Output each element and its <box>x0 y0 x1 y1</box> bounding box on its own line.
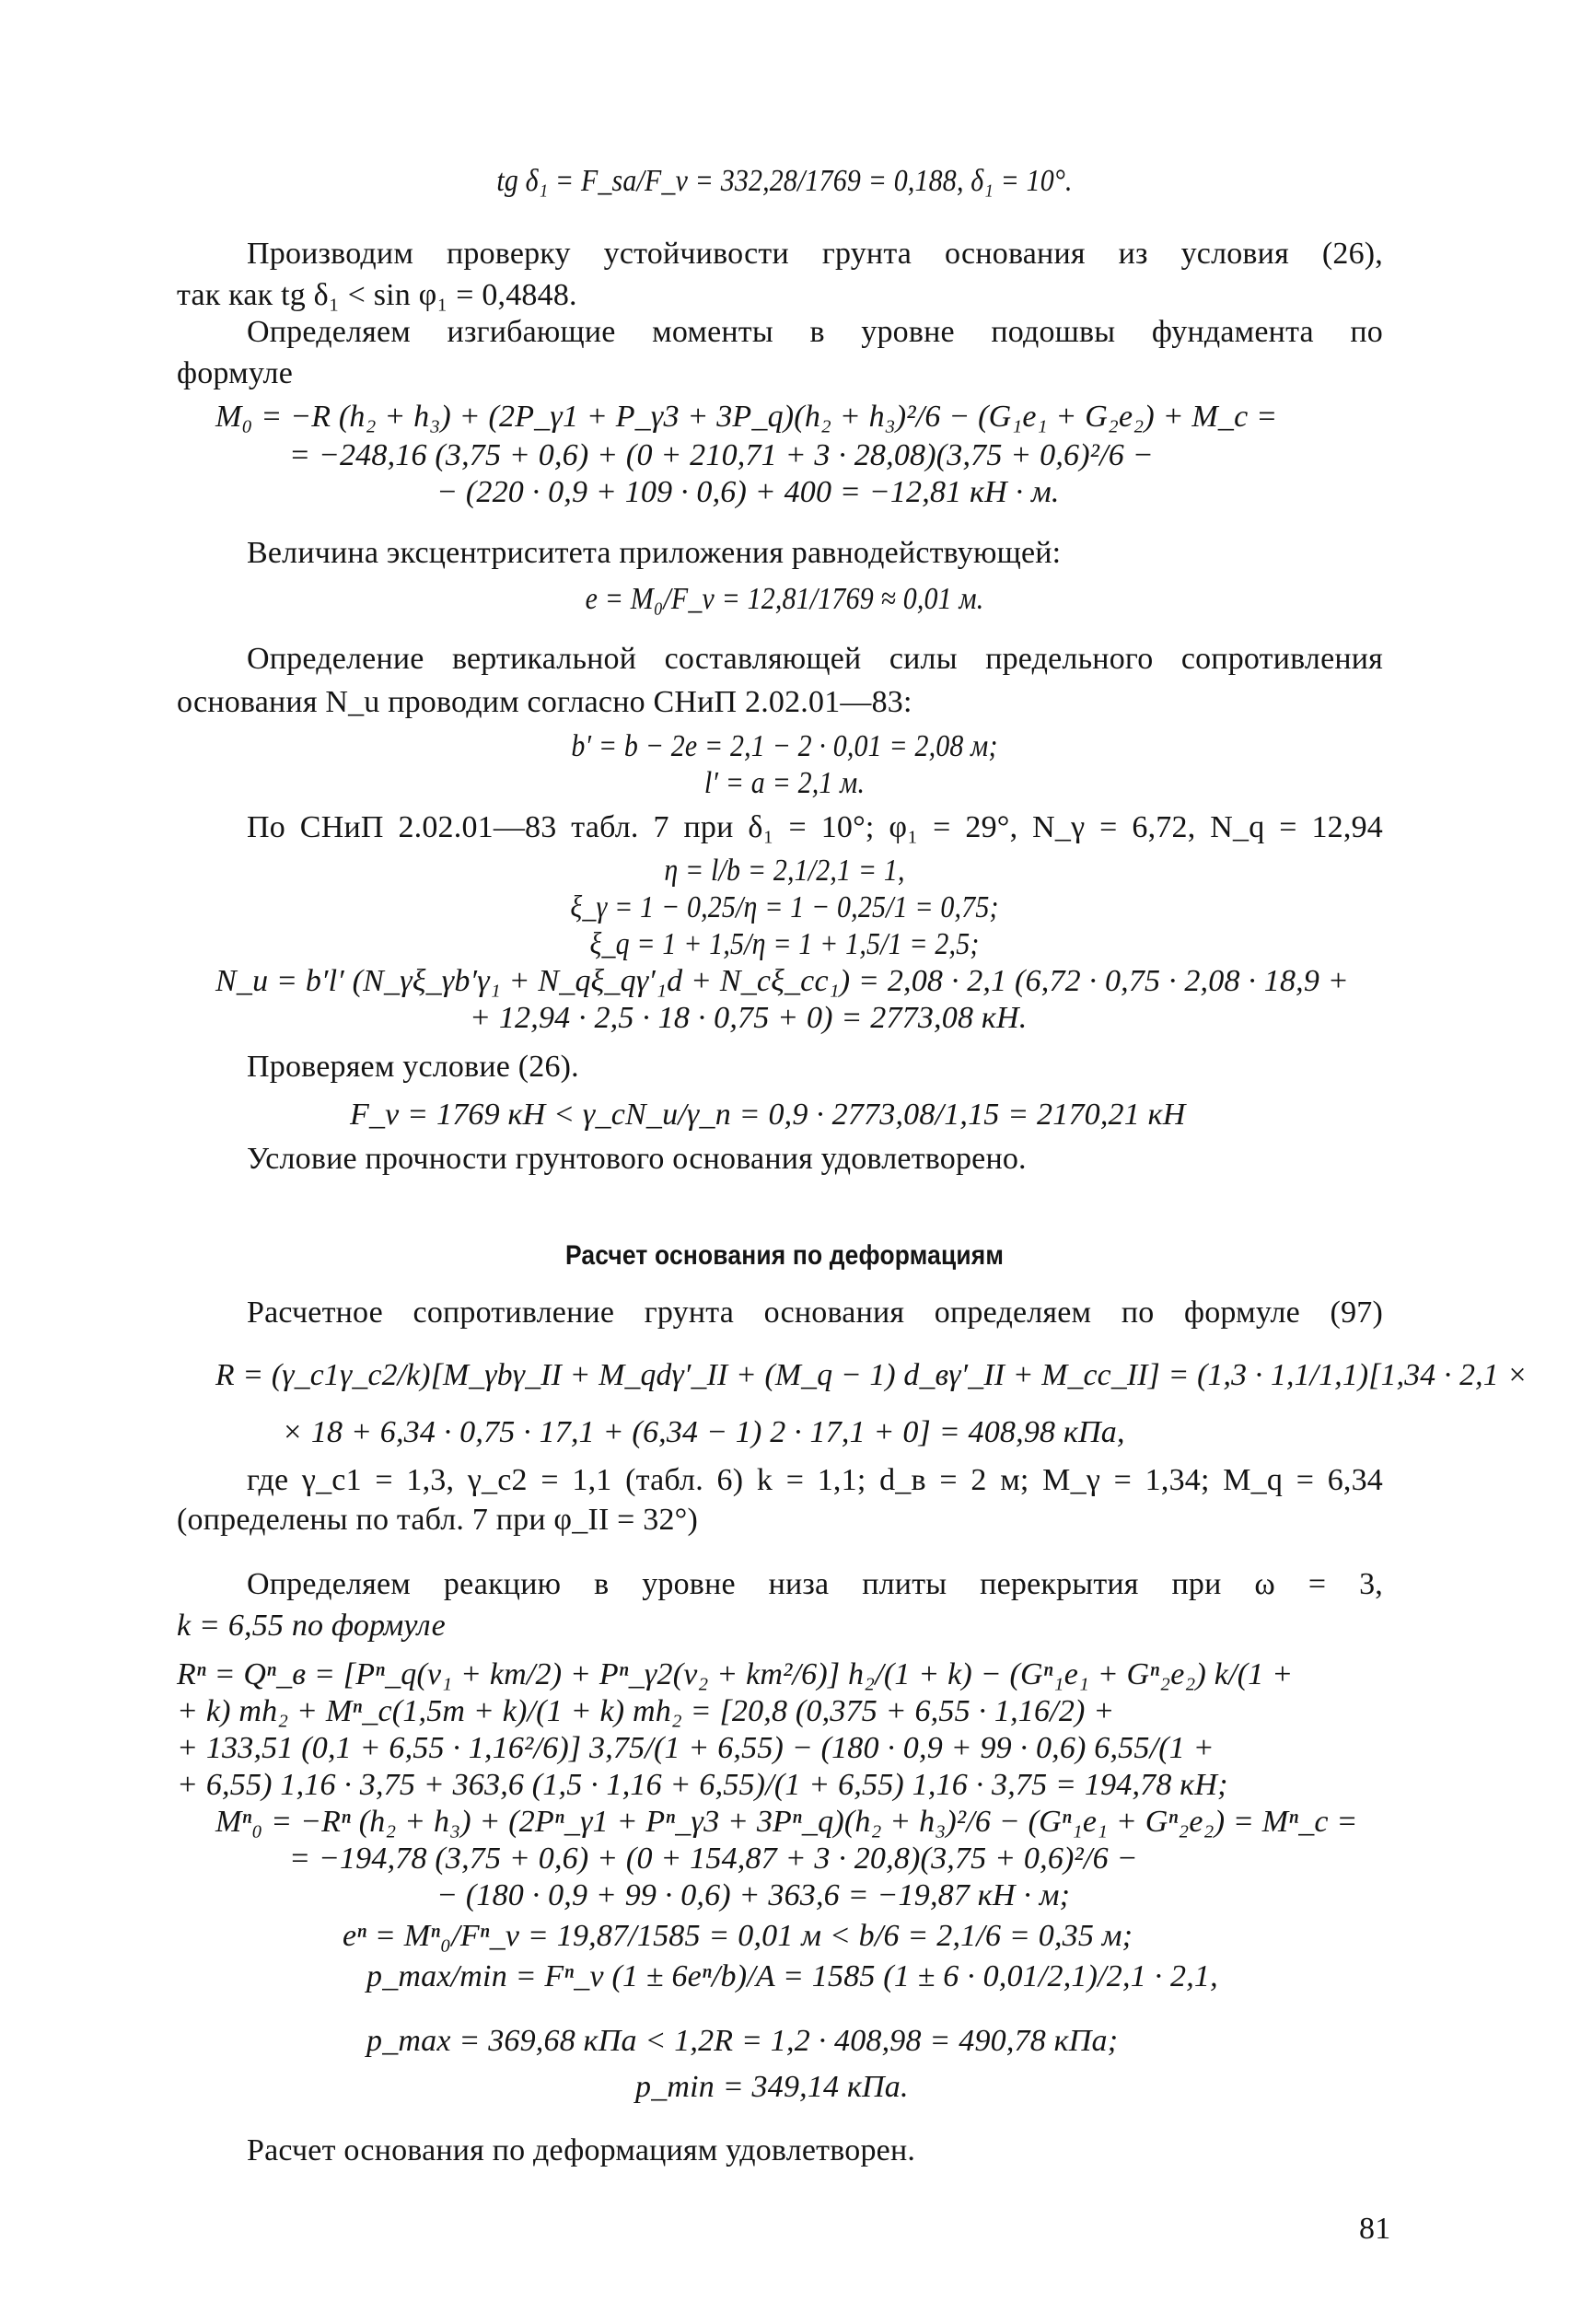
formula-line: R = (γ_c1γ_c2/k)[M_γbγ_II + M_qdγ′_II + (M_q − 1) d_вγ′_II + M_cc_II] = (1,3 · 1,1/1,1)[1,34 · 2,1 × <box>215 1358 1528 1392</box>
formula-line: + 133,51 (0,1 + 6,55 · 1,16²/6)] 3,75/(1 + 6,55) − (180 · 0,9 + 99 · 0,6) 6,55/(1 + <box>177 1731 1215 1765</box>
formula-line: − (220 · 0,9 + 109 · 0,6) + 400 = −12,81 кН · м. <box>436 475 1060 509</box>
paragraph-line: Величина эксцентриситета приложения равнодействующей: <box>247 536 1062 570</box>
formula-line: Mⁿ₀ = −Rⁿ (h₂ + h₃) + (2Pⁿ_γ1 + Pⁿ_γ3 + 3Pⁿ_q)(h₂ + h₃)²/6 − (Gⁿ₁e₁ + Gⁿ₂e₂) = Mⁿ_c = <box>215 1805 1358 1839</box>
paragraph-line: Определение вертикальной составляющей силы предельного сопротивления <box>247 642 1383 676</box>
formula-line: p_max/min = Fⁿ_v (1 ± 6eⁿ/b)/A = 1585 (1 ± 6 · 0,01/2,1)/2,1 · 2,1, <box>366 1959 1218 1993</box>
paragraph-line: формуле <box>177 356 293 390</box>
formula-tg-delta: tg δ₁ = F_sa/F_v = 332,28/1769 = 0,188, δ₁ = 10°. <box>496 164 1073 198</box>
formula-line: + 6,55) 1,16 · 3,75 + 363,6 (1,5 · 1,16 + 6,55)/(1 + 6,55) 1,16 · 3,75 = 194,78 кН; <box>177 1768 1228 1802</box>
paragraph-line: Определяем изгибающие моменты в уровне подошвы фундамента по <box>247 315 1383 349</box>
formula-line: ξ_q = 1 + 1,5/η = 1 + 1,5/1 = 2,5; <box>589 927 980 961</box>
paragraph-line: Производим проверку устойчивости грунта основания из условия (26), <box>247 237 1383 271</box>
formula-line: = −248,16 (3,75 + 0,6) + (0 + 210,71 + 3 · 28,08)(3,75 + 0,6)²/6 − <box>289 438 1154 472</box>
formula-line: N_u = b′l′ (N_γξ_γb′γ₁ + N_qξ_qγ′₁d + N_cξ_cc₁) = 2,08 · 2,1 (6,72 · 0,75 · 2,08 · 18,9 + <box>215 964 1349 998</box>
paragraph-line: Условие прочности грунтового основания удовлетворено. <box>247 1142 1027 1176</box>
paragraph-line: k = 6,55 по формуле <box>177 1609 446 1643</box>
formula-eccentricity: e = M₀/F_v = 12,81/1769 ≈ 0,01 м. <box>585 582 984 616</box>
formula-line: + 12,94 · 2,5 · 18 · 0,75 + 0) = 2773,08 кН. <box>470 1001 1028 1035</box>
paragraph-line: где γ_c1 = 1,3, γ_c2 = 1,1 (табл. 6) k = 1,1; d_в = 2 м; M_γ = 1,34; M_q = 6,34 <box>247 1463 1383 1497</box>
formula-line: = −194,78 (3,75 + 0,6) + (0 + 154,87 + 3 · 20,8)(3,75 + 0,6)²/6 − <box>289 1842 1138 1876</box>
paragraph-line: Проверяем условие (26). <box>247 1050 579 1084</box>
paragraph-line: По СНиП 2.02.01—83 табл. 7 при δ₁ = 10°; φ₁ = 29°, N_γ = 6,72, N_q = 12,94 <box>247 810 1383 844</box>
formula-line: − (180 · 0,9 + 99 · 0,6) + 363,6 = −19,87 кН · м; <box>436 1878 1071 1912</box>
page-number: 81 <box>1359 2212 1391 2246</box>
paragraph-line: (определены по табл. 7 при φ_II = 32°) <box>177 1503 698 1537</box>
formula-line: ξ_γ = 1 − 0,25/η = 1 − 0,25/1 = 0,75; <box>570 890 999 924</box>
paragraph-line: основания N_u проводим согласно СНиП 2.02.01—83: <box>177 685 912 719</box>
paragraph-line: Расчетное сопротивление грунта основания определяем по формуле (97) <box>247 1296 1383 1330</box>
formula-line: b′ = b − 2e = 2,1 − 2 · 0,01 = 2,08 м; <box>571 729 998 763</box>
formula-line: η = l/b = 2,1/2,1 = 1, <box>664 854 905 888</box>
formula-line: F_v = 1769 кН < γ_cN_u/γ_n = 0,9 · 2773,08/1,15 = 2170,21 кН <box>350 1098 1186 1132</box>
formula-line: eⁿ = Mⁿ₀/Fⁿ_v = 19,87/1585 = 0,01 м < b/6 = 2,1/6 = 0,35 м; <box>343 1919 1133 1953</box>
formula-line: p_max = 369,68 кПа < 1,2R = 1,2 · 408,98 = 490,78 кПа; <box>366 2024 1119 2058</box>
formula-line: Rⁿ = Qⁿ_в = [Pⁿ_q(ν₁ + km/2) + Pⁿ_γ2(ν₂ + km²/6)] h₂/(1 + k) − (Gⁿ₁e₁ + Gⁿ₂e₂) k/(1 + <box>177 1657 1294 1691</box>
formula-line: l′ = a = 2,1 м. <box>703 766 866 800</box>
formula-line: × 18 + 6,34 · 0,75 · 17,1 + (6,34 − 1) 2 · 17,1 + 0] = 408,98 кПа, <box>282 1415 1125 1449</box>
formula-line: M₀ = −R (h₂ + h₃) + (2P_γ1 + P_γ3 + 3P_q)(h₂ + h₃)²/6 − (G₁e₁ + G₂e₂) + M_c = <box>215 400 1278 434</box>
formula-line: p_min = 349,14 кПа. <box>635 2070 909 2104</box>
paragraph-line: Расчет основания по деформациям удовлетворен. <box>247 2133 916 2167</box>
paragraph-line: Определяем реакцию в уровне низа плиты перекрытия при ω = 3, <box>247 1567 1383 1601</box>
paragraph-line: так как tg δ₁ < sin φ₁ = 0,4848. <box>177 278 577 312</box>
formula-line: + k) mh₂ + Mⁿ_c(1,5m + k)/(1 + k) mh₂ = [20,8 (0,375 + 6,55 · 1,16/2) + <box>177 1694 1115 1728</box>
section-heading: Расчет основания по деформациям <box>564 1240 1005 1271</box>
